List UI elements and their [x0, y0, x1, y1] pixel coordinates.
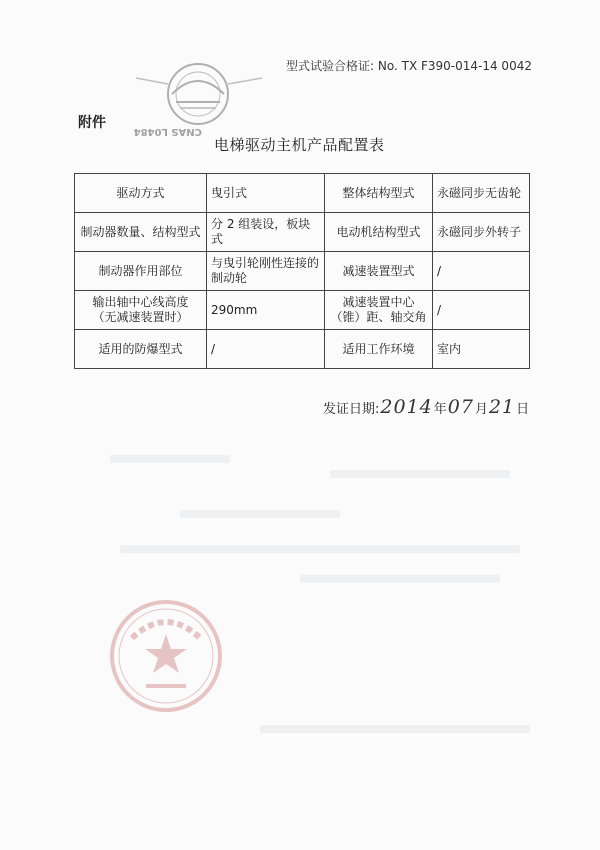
- table-cell-value: 永磁同步无齿轮: [433, 174, 530, 213]
- table-row: [75, 330, 530, 369]
- issue-date-label: 发证日期:: [323, 402, 380, 417]
- table-cell-value: 室内: [433, 330, 530, 369]
- table-cell-label: 减速装置中心 （锥）距、轴交角: [325, 291, 433, 330]
- bleed-through-mark: [300, 575, 500, 583]
- bleed-through-mark: [180, 510, 340, 518]
- table-cell-label: 制动器作用部位: [75, 252, 207, 291]
- document-title: 电梯驱动主机产品配置表: [214, 136, 385, 154]
- issue-date-month-unit: 月: [474, 402, 488, 417]
- table-cell-value: /: [433, 291, 530, 330]
- table-row: [75, 291, 530, 330]
- bleed-through-mark: [260, 725, 530, 733]
- bleed-through-mark: [330, 470, 510, 478]
- red-star-seal-icon: [106, 596, 226, 716]
- certificate-number-line: [286, 57, 532, 74]
- table-cell-value: 与曳引轮刚性连接的 制动轮: [207, 252, 325, 291]
- table-cell-value: /: [433, 252, 530, 291]
- table-cell-label: 适用工作环境: [325, 330, 433, 369]
- table-cell-value: 曳引式: [207, 174, 325, 213]
- table-cell-label: 制动器数量、结构型式: [75, 213, 207, 252]
- certificate-label: 型式试验合格证:: [286, 59, 375, 73]
- certificate-number: No. TX F390-014-14 0042: [377, 59, 532, 73]
- issue-date-day: 21: [488, 396, 516, 418]
- table-cell-label: 电动机结构型式: [325, 213, 433, 252]
- table-cell-label: 输出轴中心线高度 （无减速装置时）: [75, 291, 207, 330]
- table-cell-value: 永磁同步外转子: [433, 213, 530, 252]
- bleed-through-mark: [120, 545, 520, 553]
- table-cell-label: 整体结构型式: [325, 174, 433, 213]
- table-cell-value: /: [207, 330, 325, 369]
- table-row: [75, 252, 530, 291]
- cnas-code-text: CNAS L0484: [133, 126, 202, 137]
- issue-date-month: 07: [447, 396, 474, 418]
- table-cell-label: 驱动方式: [75, 174, 207, 213]
- table-row: [75, 174, 530, 213]
- table-cell-value: 290mm: [207, 291, 325, 330]
- table-cell-label: 减速装置型式: [325, 252, 433, 291]
- issue-date: [323, 396, 529, 418]
- issue-date-day-unit: 日: [516, 402, 530, 417]
- bleed-through-mark: [110, 455, 230, 463]
- attachment-label: 附件: [78, 115, 106, 131]
- table-cell-label: 适用的防爆型式: [75, 330, 207, 369]
- configuration-table: [74, 173, 530, 369]
- table-row: [75, 213, 530, 252]
- table-cell-value: 分 2 组装设，板块式: [207, 213, 325, 252]
- issue-date-year-unit: 年: [433, 402, 447, 417]
- issue-date-year: 2014: [380, 396, 433, 418]
- cnas-code: [132, 124, 202, 144]
